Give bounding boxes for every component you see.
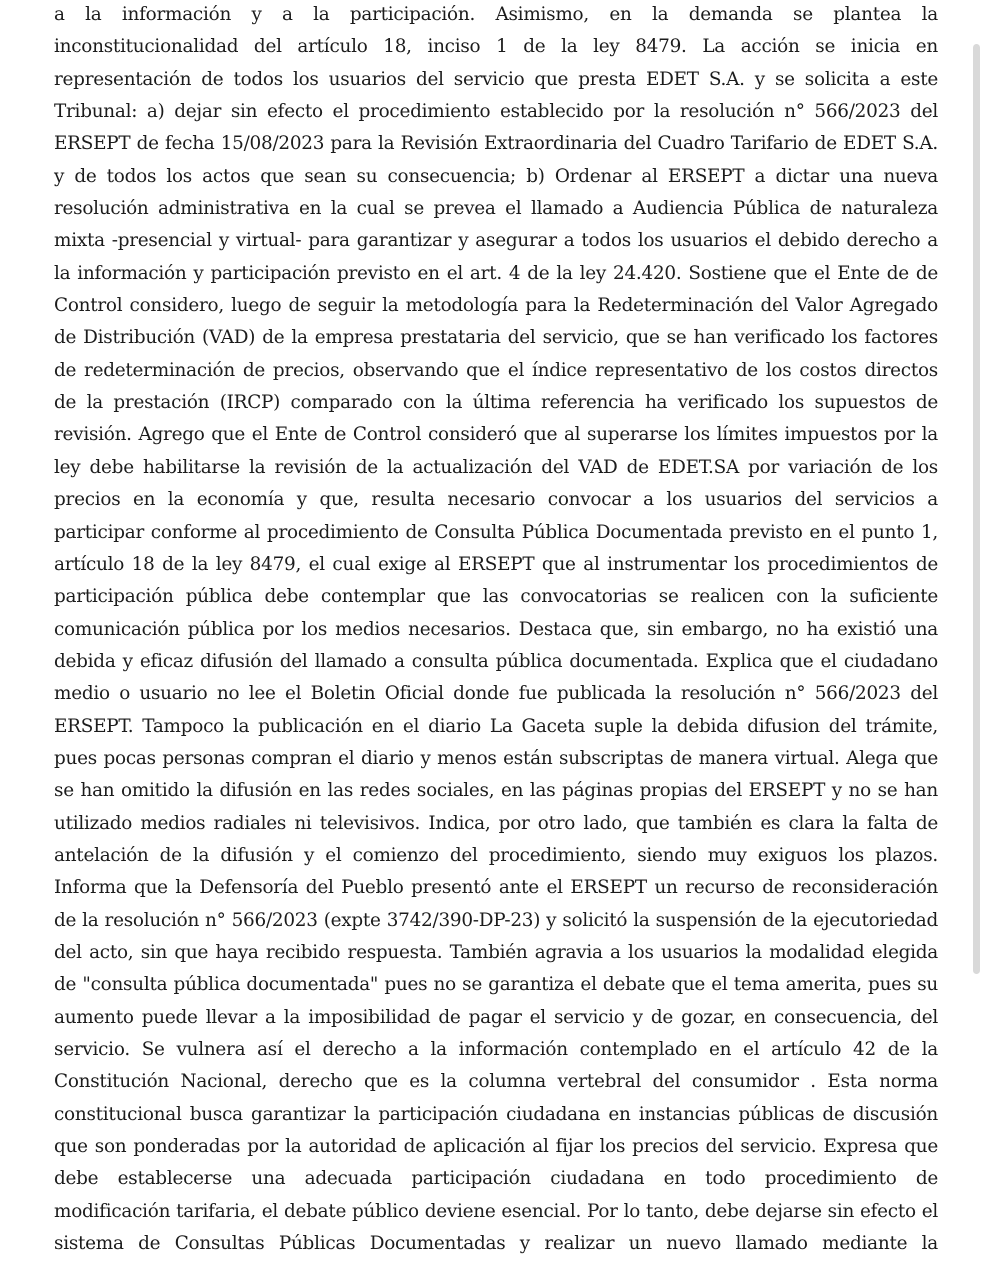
text-line: de "consulta pública documentada" pues no se garantiza el debate que el tema amerita, pues su — [54, 974, 938, 996]
document-text — [54, 0, 938, 1260]
text-line: inconstitucionalidad del artículo 18, inciso 1 de la ley 8479. La acción se inicia en — [54, 36, 938, 58]
text-line: sistema de Consultas Públicas Documentadas y realizar un nuevo llamado mediante la — [54, 1233, 938, 1255]
text-line: ERSEPT de fecha 15/08/2023 para la Revisión Extraordinaria del Cuadro Tarifario de EDET S.A. — [54, 133, 938, 155]
text-line: antelación de la difusión y el comienzo del procedimiento, siendo muy exiguos los plazos. — [54, 844, 938, 866]
text-line: del acto, sin que haya recibido respuesta. También agravia a los usuarios la modalidad elegida — [54, 941, 938, 963]
text-line: revisión. Agrego que el Ente de Control consideró que al superarse los límites impuestos por la — [54, 424, 938, 446]
text-line: participación pública debe contemplar que las convocatorias se realicen con la suficiente — [54, 586, 938, 608]
text-line: artículo 18 de la ley 8479, el cual exige al ERSEPT que al instrumentar los procedimientos de — [54, 553, 938, 575]
text-line: ley debe habilitarse la revisión de la actualización del VAD de EDET.SA por variación de los — [54, 456, 938, 478]
text-line: aumento puede llevar a la imposibilidad de pagar el servicio y de gozar, en consecuencia, del — [54, 1006, 938, 1028]
text-line: debe establecerse una adecuada participación ciudadana en todo procedimiento de — [54, 1168, 938, 1190]
text-line: de la resolución n° 566/2023 (expte 3742/390-DP-23) y solicitó la suspensión de la ejecutoriedad — [54, 909, 938, 931]
text-line: precios en la economía y que, resulta necesario convocar a los usuarios del servicios a — [54, 489, 938, 511]
text-line: se han omitido la difusión en las redes sociales, en las páginas propias del ERSEPT y no se han — [54, 780, 938, 802]
text-line: Control considero, luego de seguir la metodología para la Redeterminación del Valor Agregado — [54, 295, 938, 317]
text-line: medio o usuario no lee el Boletin Oficial donde fue publicada la resolución n° 566/2023 del — [54, 683, 938, 705]
text-line: pues pocas personas compran el diario y menos están subscriptas de manera virtual. Alega que — [54, 747, 938, 769]
text-line: comunicación pública por los medios necesarios. Destaca que, sin embargo, no ha existió una — [54, 618, 938, 640]
text-line: utilizado medios radiales ni televisivos. Indica, por otro lado, que también es clara la falta de — [54, 812, 938, 834]
text-line: a la información y a la participación. Asimismo, en la demanda se plantea la — [54, 4, 938, 25]
text-line: que son ponderadas por la autoridad de aplicación al fijar los precios del servicio. Expresa que — [54, 1136, 938, 1158]
text-line: Tribunal: a) dejar sin efecto el procedimiento establecido por la resolución n° 566/2023 del — [54, 101, 938, 123]
text-line: resolución administrativa en la cual se prevea el llamado a Audiencia Pública de naturaleza — [54, 198, 938, 220]
text-line: representación de todos los usuarios del servicio que presta EDET S.A. y se solicita a este — [54, 68, 938, 90]
text-line: la información y participación previsto en el art. 4 de la ley 24.420. Sostiene que el Ente de de — [54, 262, 938, 284]
text-line: modificación tarifaria, el debate público deviene esencial. Por lo tanto, debe dejarse sin efecto el — [54, 1200, 938, 1222]
text-line: de Distribución (VAD) de la empresa prestataria del servicio, que se han verificado los factores — [54, 327, 938, 349]
text-line: debida y eficaz difusión del llamado a consulta pública documentada. Explica que el ciudadano — [54, 650, 938, 672]
text-line: constitucional busca garantizar la participación ciudadana en instancias públicas de discusión — [54, 1103, 938, 1125]
text-line: de la prestación (IRCP) comparado con la última referencia ha verificado los supuestos de — [54, 392, 938, 414]
text-line: Informa que la Defensoría del Pueblo presentó ante el ERSEPT un recurso de reconsideración — [54, 877, 938, 899]
text-line: de redeterminación de precios, observando que el índice representativo de los costos directos — [54, 359, 938, 381]
text-line: participar conforme al procedimiento de Consulta Pública Documentada previsto en el punto 1, — [54, 521, 938, 543]
text-line: y de todos los actos que sean su consecuencia; b) Ordenar al ERSEPT a dictar una nueva — [54, 165, 938, 187]
text-line: servicio. Se vulnera así el derecho a la información contemplado en el artículo 42 de la — [54, 1039, 938, 1060]
vertical-scrollbar-thumb[interactable] — [973, 44, 980, 974]
text-line: Constitución Nacional, derecho que es la columna vertebral del consumidor . Esta norma — [54, 1071, 938, 1093]
text-line: mixta -presencial y virtual- para garantizar y asegurar a todos los usuarios el debido derecho a — [54, 230, 938, 252]
text-line: ERSEPT. Tampoco la publicación en el diario La Gaceta suple la debida difusion del trámite, — [54, 715, 938, 737]
